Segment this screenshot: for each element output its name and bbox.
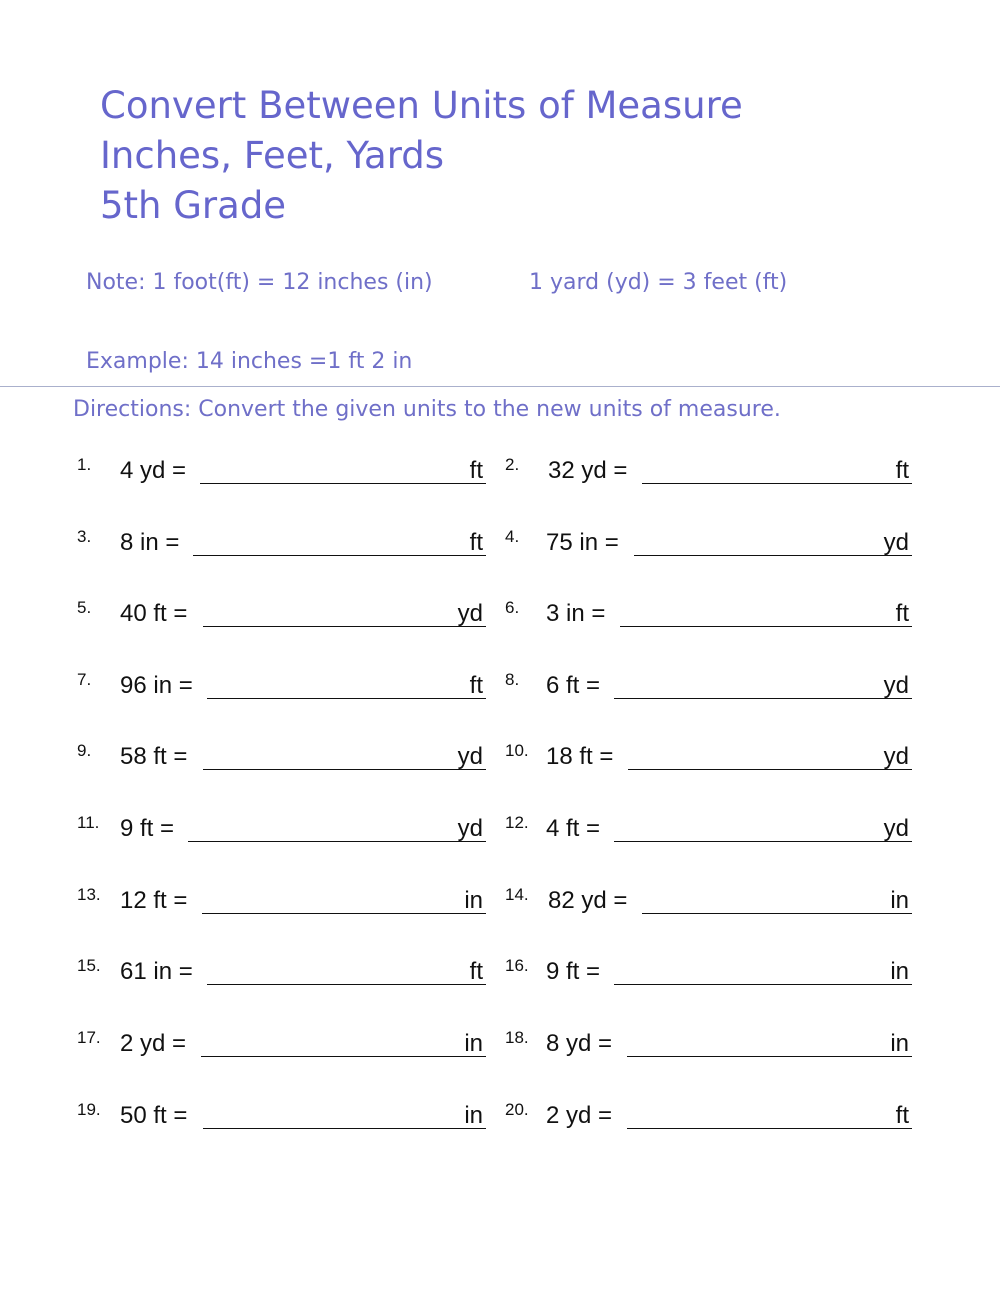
problem-unit: yd xyxy=(883,815,909,842)
problem-item xyxy=(77,807,486,847)
problem-unit: ft xyxy=(895,1102,909,1129)
answer-blank[interactable] xyxy=(193,555,486,556)
problem-number: 1. xyxy=(77,455,92,474)
problem-expression: 12 ft = xyxy=(120,887,188,914)
answer-blank[interactable] xyxy=(627,1128,912,1129)
problem-unit: in xyxy=(464,1102,483,1129)
problem-number: 9. xyxy=(77,741,92,760)
title-line-2: Inches, Feet, Yards xyxy=(100,134,445,177)
problem-unit: yd xyxy=(883,529,909,556)
answer-blank[interactable] xyxy=(203,1128,486,1129)
problem-expression: 8 yd = xyxy=(546,1030,613,1057)
answer-blank[interactable] xyxy=(642,913,912,914)
problem-number: 19. xyxy=(77,1100,101,1119)
problem-item xyxy=(505,664,912,704)
problem-number: 2. xyxy=(505,455,520,474)
problem-unit: yd xyxy=(883,672,909,699)
answer-blank[interactable] xyxy=(202,913,486,914)
problem-unit: yd xyxy=(457,743,483,770)
problem-expression: 4 ft = xyxy=(546,815,601,842)
answer-blank[interactable] xyxy=(627,1056,912,1057)
problem-number: 7. xyxy=(77,670,92,689)
problem-number: 10. xyxy=(505,741,529,760)
problem-item xyxy=(505,592,912,632)
answer-blank[interactable] xyxy=(620,626,912,627)
problem-expression: 9 ft = xyxy=(120,815,175,842)
problem-expression: 96 in = xyxy=(120,672,193,699)
example-text: Example: 14 inches =1 ft 2 in xyxy=(86,349,413,374)
problem-item xyxy=(77,521,486,561)
title-line-3: 5th Grade xyxy=(100,184,287,227)
answer-blank[interactable] xyxy=(188,841,486,842)
problem-unit: in xyxy=(890,1030,909,1057)
problem-expression: 9 ft = xyxy=(546,958,601,985)
answer-blank[interactable] xyxy=(614,841,912,842)
problem-expression: 2 yd = xyxy=(120,1030,187,1057)
problem-unit: ft xyxy=(469,529,483,556)
note-foot-inches: Note: 1 foot(ft) = 12 inches (in) xyxy=(86,270,433,295)
problem-unit: yd xyxy=(457,815,483,842)
answer-blank[interactable] xyxy=(628,769,912,770)
problem-expression: 58 ft = xyxy=(120,743,188,770)
problem-item xyxy=(77,449,486,489)
problem-unit: in xyxy=(464,887,483,914)
problem-expression: 18 ft = xyxy=(546,743,614,770)
problem-number: 14. xyxy=(505,885,529,904)
problem-unit: yd xyxy=(883,743,909,770)
problem-item xyxy=(77,664,486,704)
problem-number: 20. xyxy=(505,1100,529,1119)
problem-item xyxy=(77,879,486,919)
problem-unit: ft xyxy=(469,672,483,699)
problem-number: 6. xyxy=(505,598,520,617)
problem-expression: 50 ft = xyxy=(120,1102,188,1129)
problem-number: 12. xyxy=(505,813,529,832)
problem-expression: 82 yd = xyxy=(548,887,628,914)
problem-number: 5. xyxy=(77,598,92,617)
problem-number: 16. xyxy=(505,956,529,975)
answer-blank[interactable] xyxy=(207,698,486,699)
problem-item xyxy=(505,1094,912,1134)
problem-item xyxy=(505,879,912,919)
problem-expression: 6 ft = xyxy=(546,672,601,699)
problem-expression: 2 yd = xyxy=(546,1102,613,1129)
problem-expression: 32 yd = xyxy=(548,457,628,484)
problem-item xyxy=(505,807,912,847)
problem-number: 3. xyxy=(77,527,92,546)
problem-item xyxy=(505,735,912,775)
problem-item xyxy=(505,950,912,990)
problem-number: 17. xyxy=(77,1028,101,1047)
answer-blank[interactable] xyxy=(634,555,912,556)
problem-expression: 40 ft = xyxy=(120,600,188,627)
problem-number: 13. xyxy=(77,885,101,904)
answer-blank[interactable] xyxy=(203,626,486,627)
problem-unit: ft xyxy=(469,457,483,484)
problem-item xyxy=(77,1022,486,1062)
problem-item xyxy=(505,449,912,489)
problem-item xyxy=(77,735,486,775)
divider xyxy=(0,386,1000,387)
answer-blank[interactable] xyxy=(614,698,912,699)
answer-blank[interactable] xyxy=(614,984,912,985)
problem-number: 4. xyxy=(505,527,520,546)
answer-blank[interactable] xyxy=(200,483,486,484)
problem-unit: in xyxy=(890,958,909,985)
problem-expression: 61 in = xyxy=(120,958,193,985)
problem-expression: 75 in = xyxy=(546,529,619,556)
answer-blank[interactable] xyxy=(207,984,486,985)
problem-unit: in xyxy=(464,1030,483,1057)
problem-unit: ft xyxy=(895,600,909,627)
problem-item xyxy=(505,1022,912,1062)
problem-unit: ft xyxy=(469,958,483,985)
problem-number: 15. xyxy=(77,956,101,975)
problem-unit: ft xyxy=(895,457,909,484)
answer-blank[interactable] xyxy=(201,1056,486,1057)
note-yard-feet: 1 yard (yd) = 3 feet (ft) xyxy=(529,270,788,295)
problem-number: 18. xyxy=(505,1028,529,1047)
answer-blank[interactable] xyxy=(203,769,486,770)
problem-unit: in xyxy=(890,887,909,914)
problem-unit: yd xyxy=(457,600,483,627)
problem-item xyxy=(505,521,912,561)
problem-item xyxy=(77,592,486,632)
problem-expression: 4 yd = xyxy=(120,457,187,484)
directions-text: Directions: Convert the given units to the new units of measure. xyxy=(73,397,781,422)
problem-number: 11. xyxy=(77,813,100,832)
problem-number: 8. xyxy=(505,670,520,689)
problem-item xyxy=(77,950,486,990)
problem-expression: 8 in = xyxy=(120,529,180,556)
problem-item xyxy=(77,1094,486,1134)
title-line-1: Convert Between Units of Measure xyxy=(100,84,743,127)
problem-expression: 3 in = xyxy=(546,600,606,627)
answer-blank[interactable] xyxy=(642,483,912,484)
